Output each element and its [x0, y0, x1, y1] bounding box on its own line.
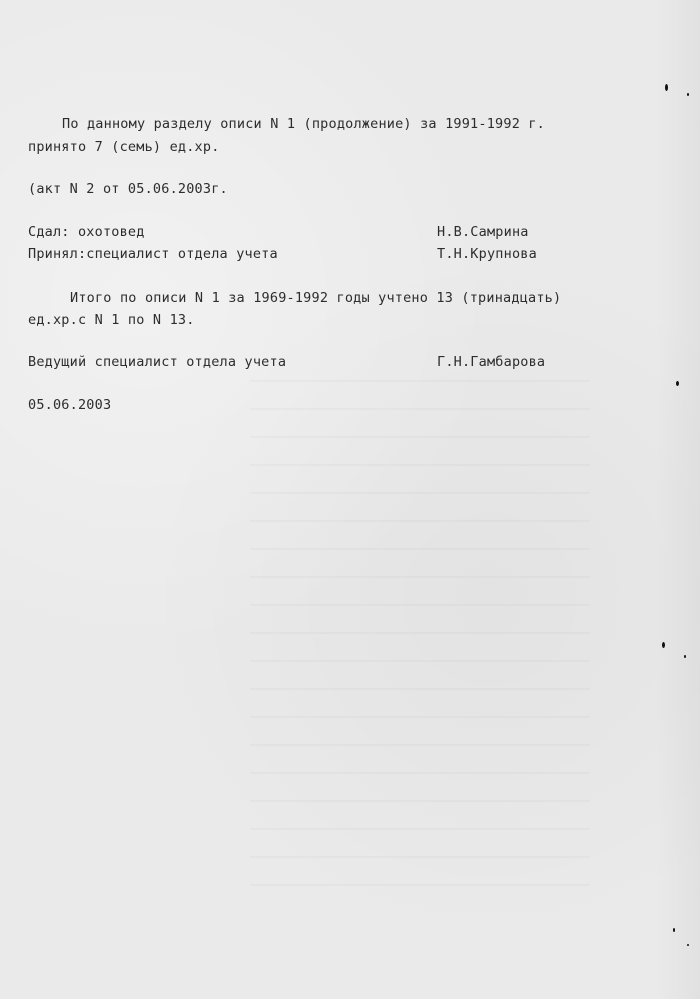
paragraph-1-line-1: По данному разделу описи N 1 (продолжение) за 1991-1992 г. [62, 116, 546, 132]
scan-speck [676, 381, 679, 386]
lead-specialist-name: Г.Н.Гамбарова [437, 354, 546, 370]
faded-bleed-through [250, 380, 590, 900]
scan-speck [662, 642, 665, 648]
scan-speck [687, 944, 689, 946]
handed-over-name: Н.В.Самрина [437, 224, 529, 240]
scan-speck [673, 928, 675, 932]
scan-speck [665, 84, 668, 91]
document-date: 05.06.2003 [28, 397, 112, 413]
total-line-2: ед.хр.с N 1 по N 13. [28, 312, 195, 328]
accepted-label: Принял:специалист отдела учета [28, 246, 278, 262]
handed-over-label: Сдал: охотовед [28, 224, 145, 240]
act-reference: (акт N 2 от 05.06.2003г. [28, 181, 228, 197]
accepted-name: Т.Н.Крупнова [437, 246, 537, 262]
lead-specialist-label: Ведущий специалист отдела учета [28, 354, 287, 370]
total-line-1: Итого по описи N 1 за 1969-1992 годы учтено 13 (тринадцать) [70, 290, 562, 306]
paragraph-1-line-2: принято 7 (семь) ед.хр. [28, 139, 220, 155]
scan-speck [687, 93, 689, 96]
scan-speck [684, 655, 686, 658]
page-edge-shadow [655, 0, 700, 999]
